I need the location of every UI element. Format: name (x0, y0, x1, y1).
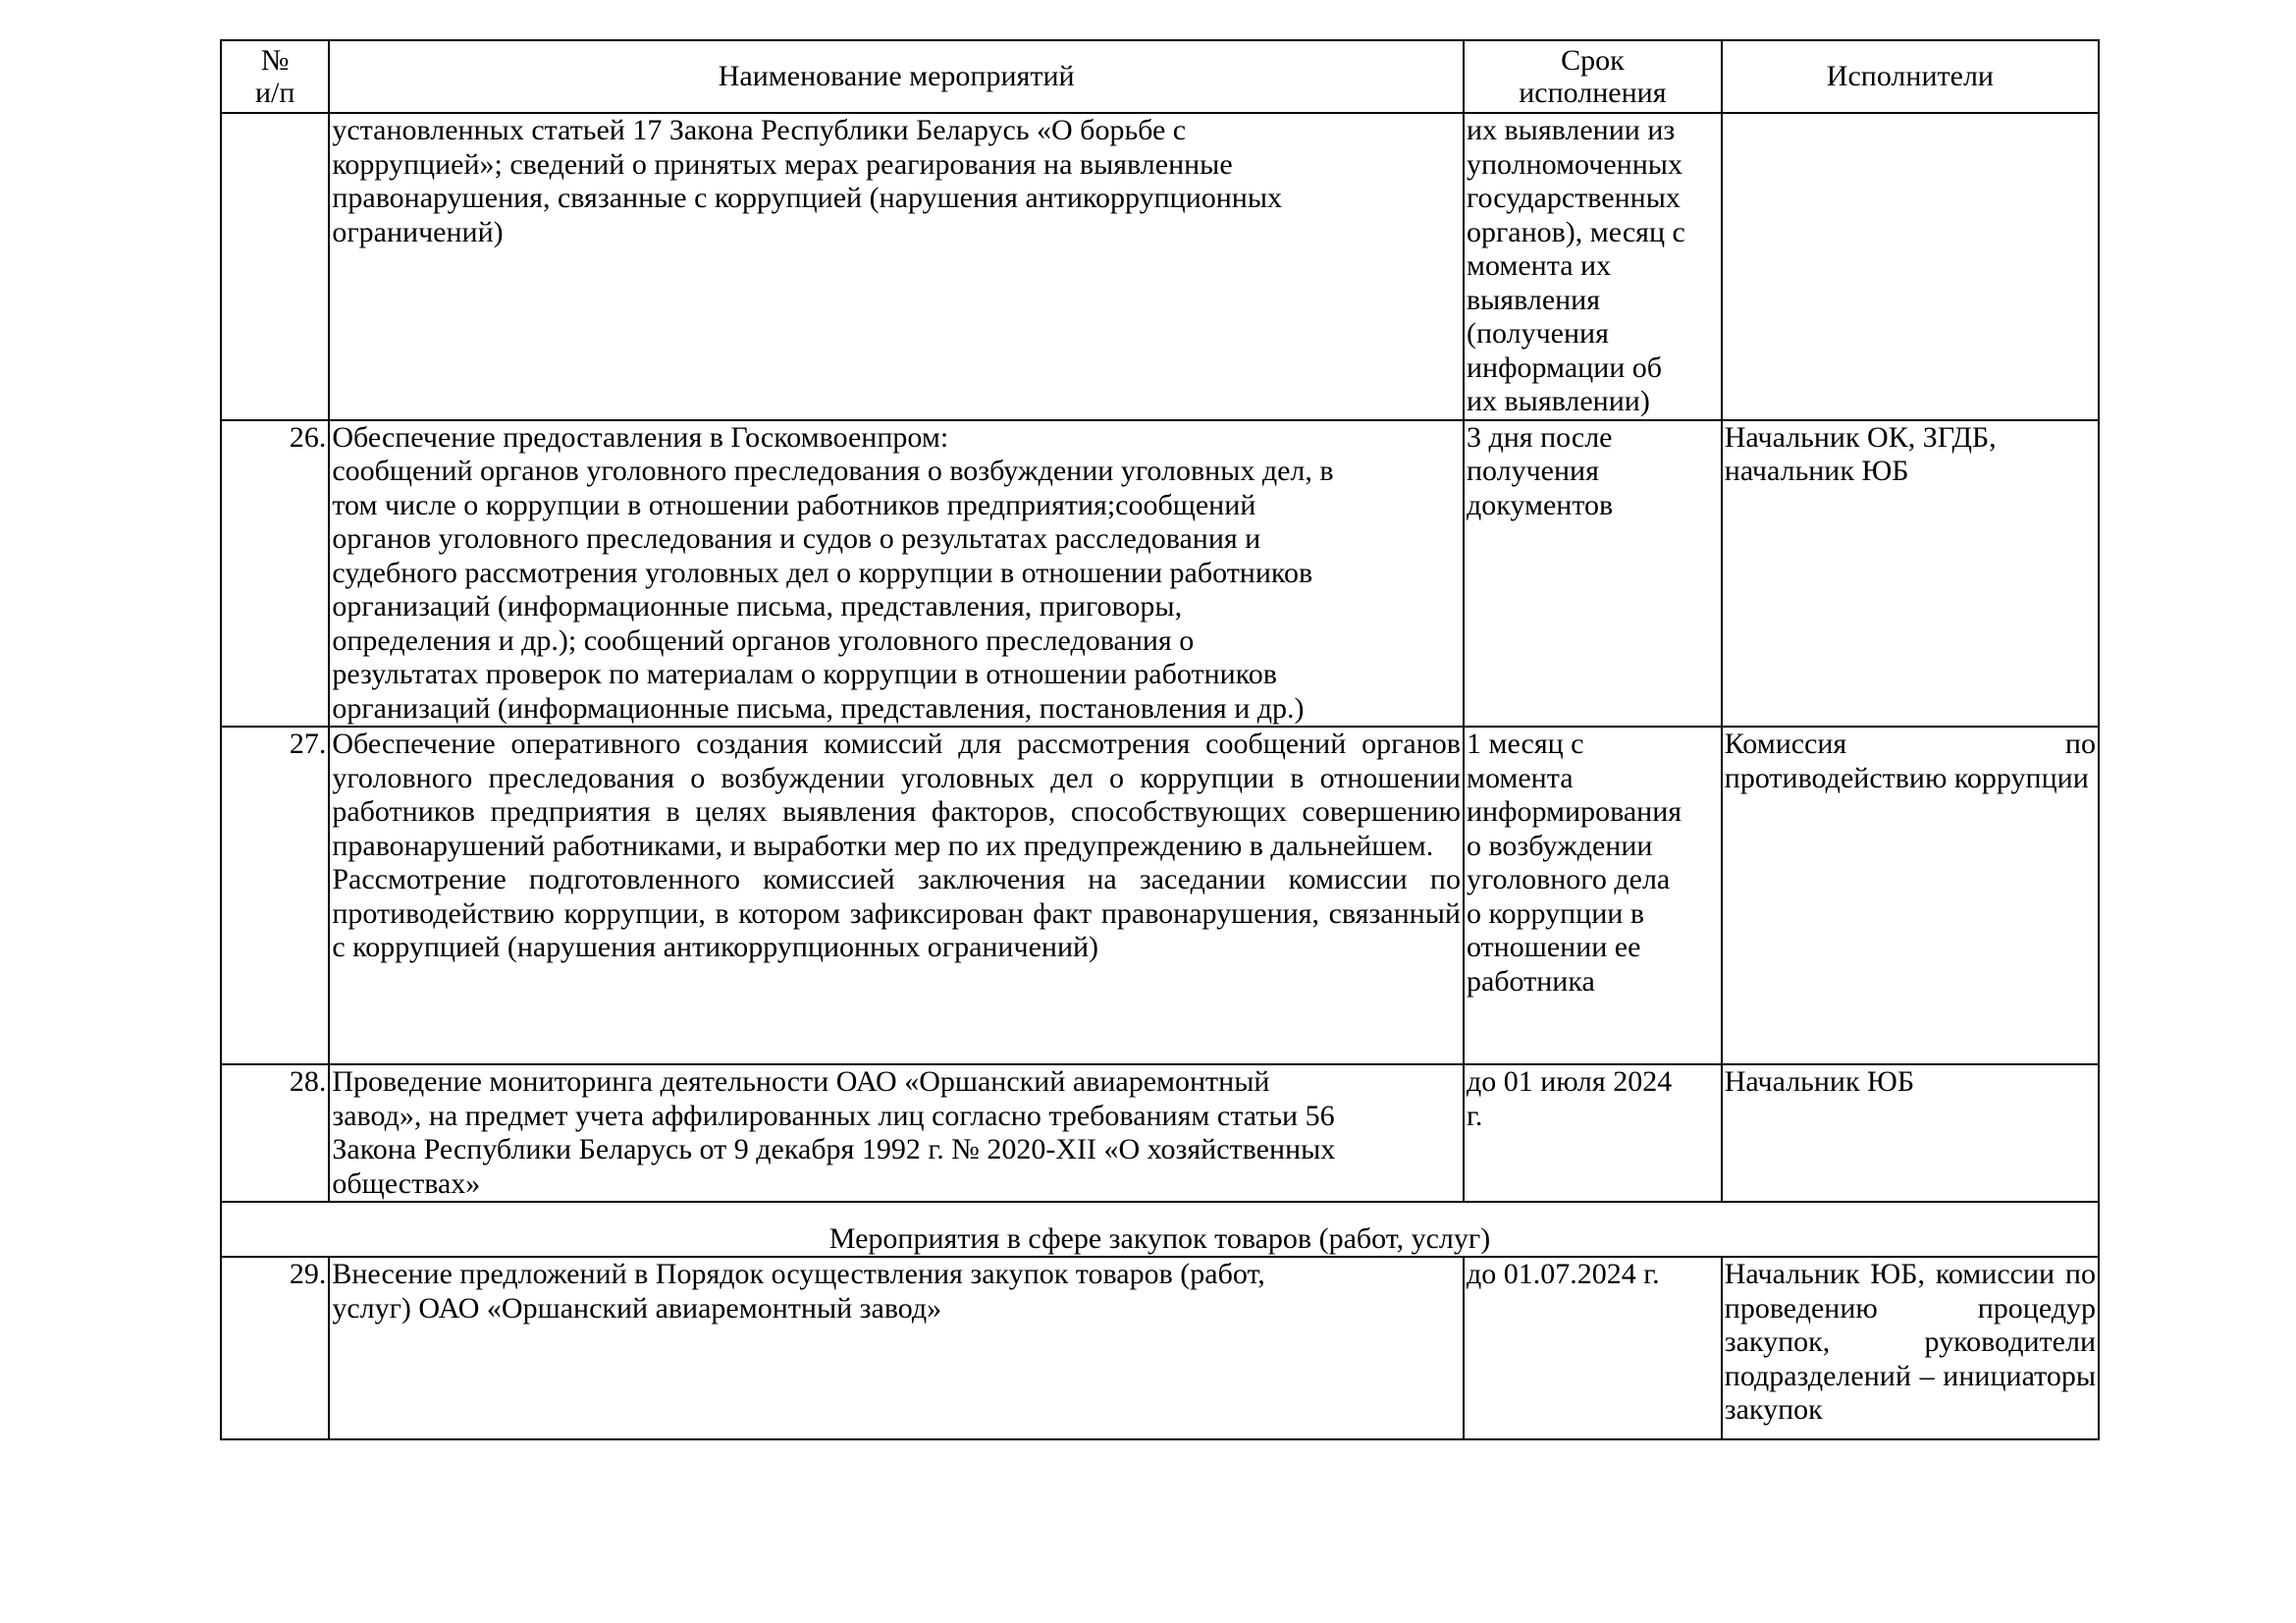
row-term: до 01 июля 2024 г. (1464, 1064, 1722, 1202)
row-name: Обеспечение предоставления в Госкомвоенпром: сообщений органов уголовного преследования о возбуждении уголовных дел, в том числе о коррупции в отношении работников предприятия;сообщений органов уголовного преследования и судов о результатах расследования и судебного рассмотрения уголовных дел о коррупции в отношении работников организаций (информационные письма, представления, приговоры, определения и др.); сообщений органов уголовного преследования о результатах проверок по материалам о коррупции в отношении работников организаций (информационные письма, представления, постановления и др.) (329, 420, 1464, 728)
header-num: № и/п (221, 40, 329, 113)
section-title: Мероприятия в сфере закупок товаров (работ, услуг) (221, 1202, 2099, 1257)
table-row (221, 1257, 2099, 1439)
row-executors: Начальник ЮБ (1722, 1064, 2099, 1202)
row-term: 1 месяц с момента информирования о возбуждении уголовного дела о коррупции в отношении ее работника (1464, 727, 1722, 1064)
table-row (221, 1064, 2099, 1202)
table-row (221, 727, 2099, 1064)
row-term: до 01.07.2024 г. (1464, 1257, 1722, 1439)
section-row (221, 1202, 2099, 1257)
row-executors: Комиссия по противодействию коррупции (1722, 727, 2099, 1064)
row-num: 26. (221, 420, 329, 728)
table-header-row (221, 40, 2099, 113)
row-num: 27. (221, 727, 329, 1064)
row-executors: Начальник ЮБ, комиссии по проведению процедур закупок, руководители подразделений – инициаторы закупок (1722, 1257, 2099, 1439)
row-name: Внесение предложений в Порядок осуществления закупок товаров (работ, услуг) ОАО «Оршанский авиаремонтный завод» (329, 1257, 1464, 1439)
header-executors: Исполнители (1722, 40, 2099, 113)
row-num (221, 113, 329, 420)
header-name: Наименование мероприятий (329, 40, 1464, 113)
row-term: 3 дня после получения документов (1464, 420, 1722, 728)
row-name (329, 727, 1464, 1064)
row-num: 29. (221, 1257, 329, 1439)
row-term: их выявлении из уполномоченных государственных органов), месяц с момента их выявления (получения информации об их выявлении) (1464, 113, 1722, 420)
row-name: установленных статьей 17 Закона Республики Беларусь «О борьбе с коррупцией»; сведений о принятых мерах реагирования на выявленные правонарушения, связанные с коррупцией (нарушения антикоррупционных ограничений) (329, 113, 1464, 420)
row-num: 28. (221, 1064, 329, 1202)
row-name-paragraph: Рассмотрение подготовленного комиссией заключения на заседании комиссии по противодействию коррупции, в котором зафиксирован факт правонарушения, связанный с коррупцией (нарушения антикоррупционных ограничений) (332, 863, 1461, 963)
table-row (221, 113, 2099, 420)
measures-table (220, 39, 2100, 1440)
table-row (221, 420, 2099, 728)
row-executors (1722, 113, 2099, 420)
row-executors: Начальник ОК, ЗГДБ, начальник ЮБ (1722, 420, 2099, 728)
row-name-paragraph: Обеспечение оперативного создания комиссий для рассмотрения сообщений органов уголовного преследования о возбуждении уголовных дел о коррупции в отношении работников предприятия в целях выявления факторов, способствующих совершению правонарушений работниками, и выработки мер по их предупреждению в дальнейшем. (332, 728, 1461, 862)
header-term: Срок исполнения (1464, 40, 1722, 113)
row-name: Проведение мониторинга деятельности ОАО «Оршанский авиаремонтный завод», на предмет учета аффилированных лиц согласно требованиям статьи 56 Закона Республики Беларусь от 9 декабря 1992 г. № 2020-XII «О хозяйственных обществах» (329, 1064, 1464, 1202)
